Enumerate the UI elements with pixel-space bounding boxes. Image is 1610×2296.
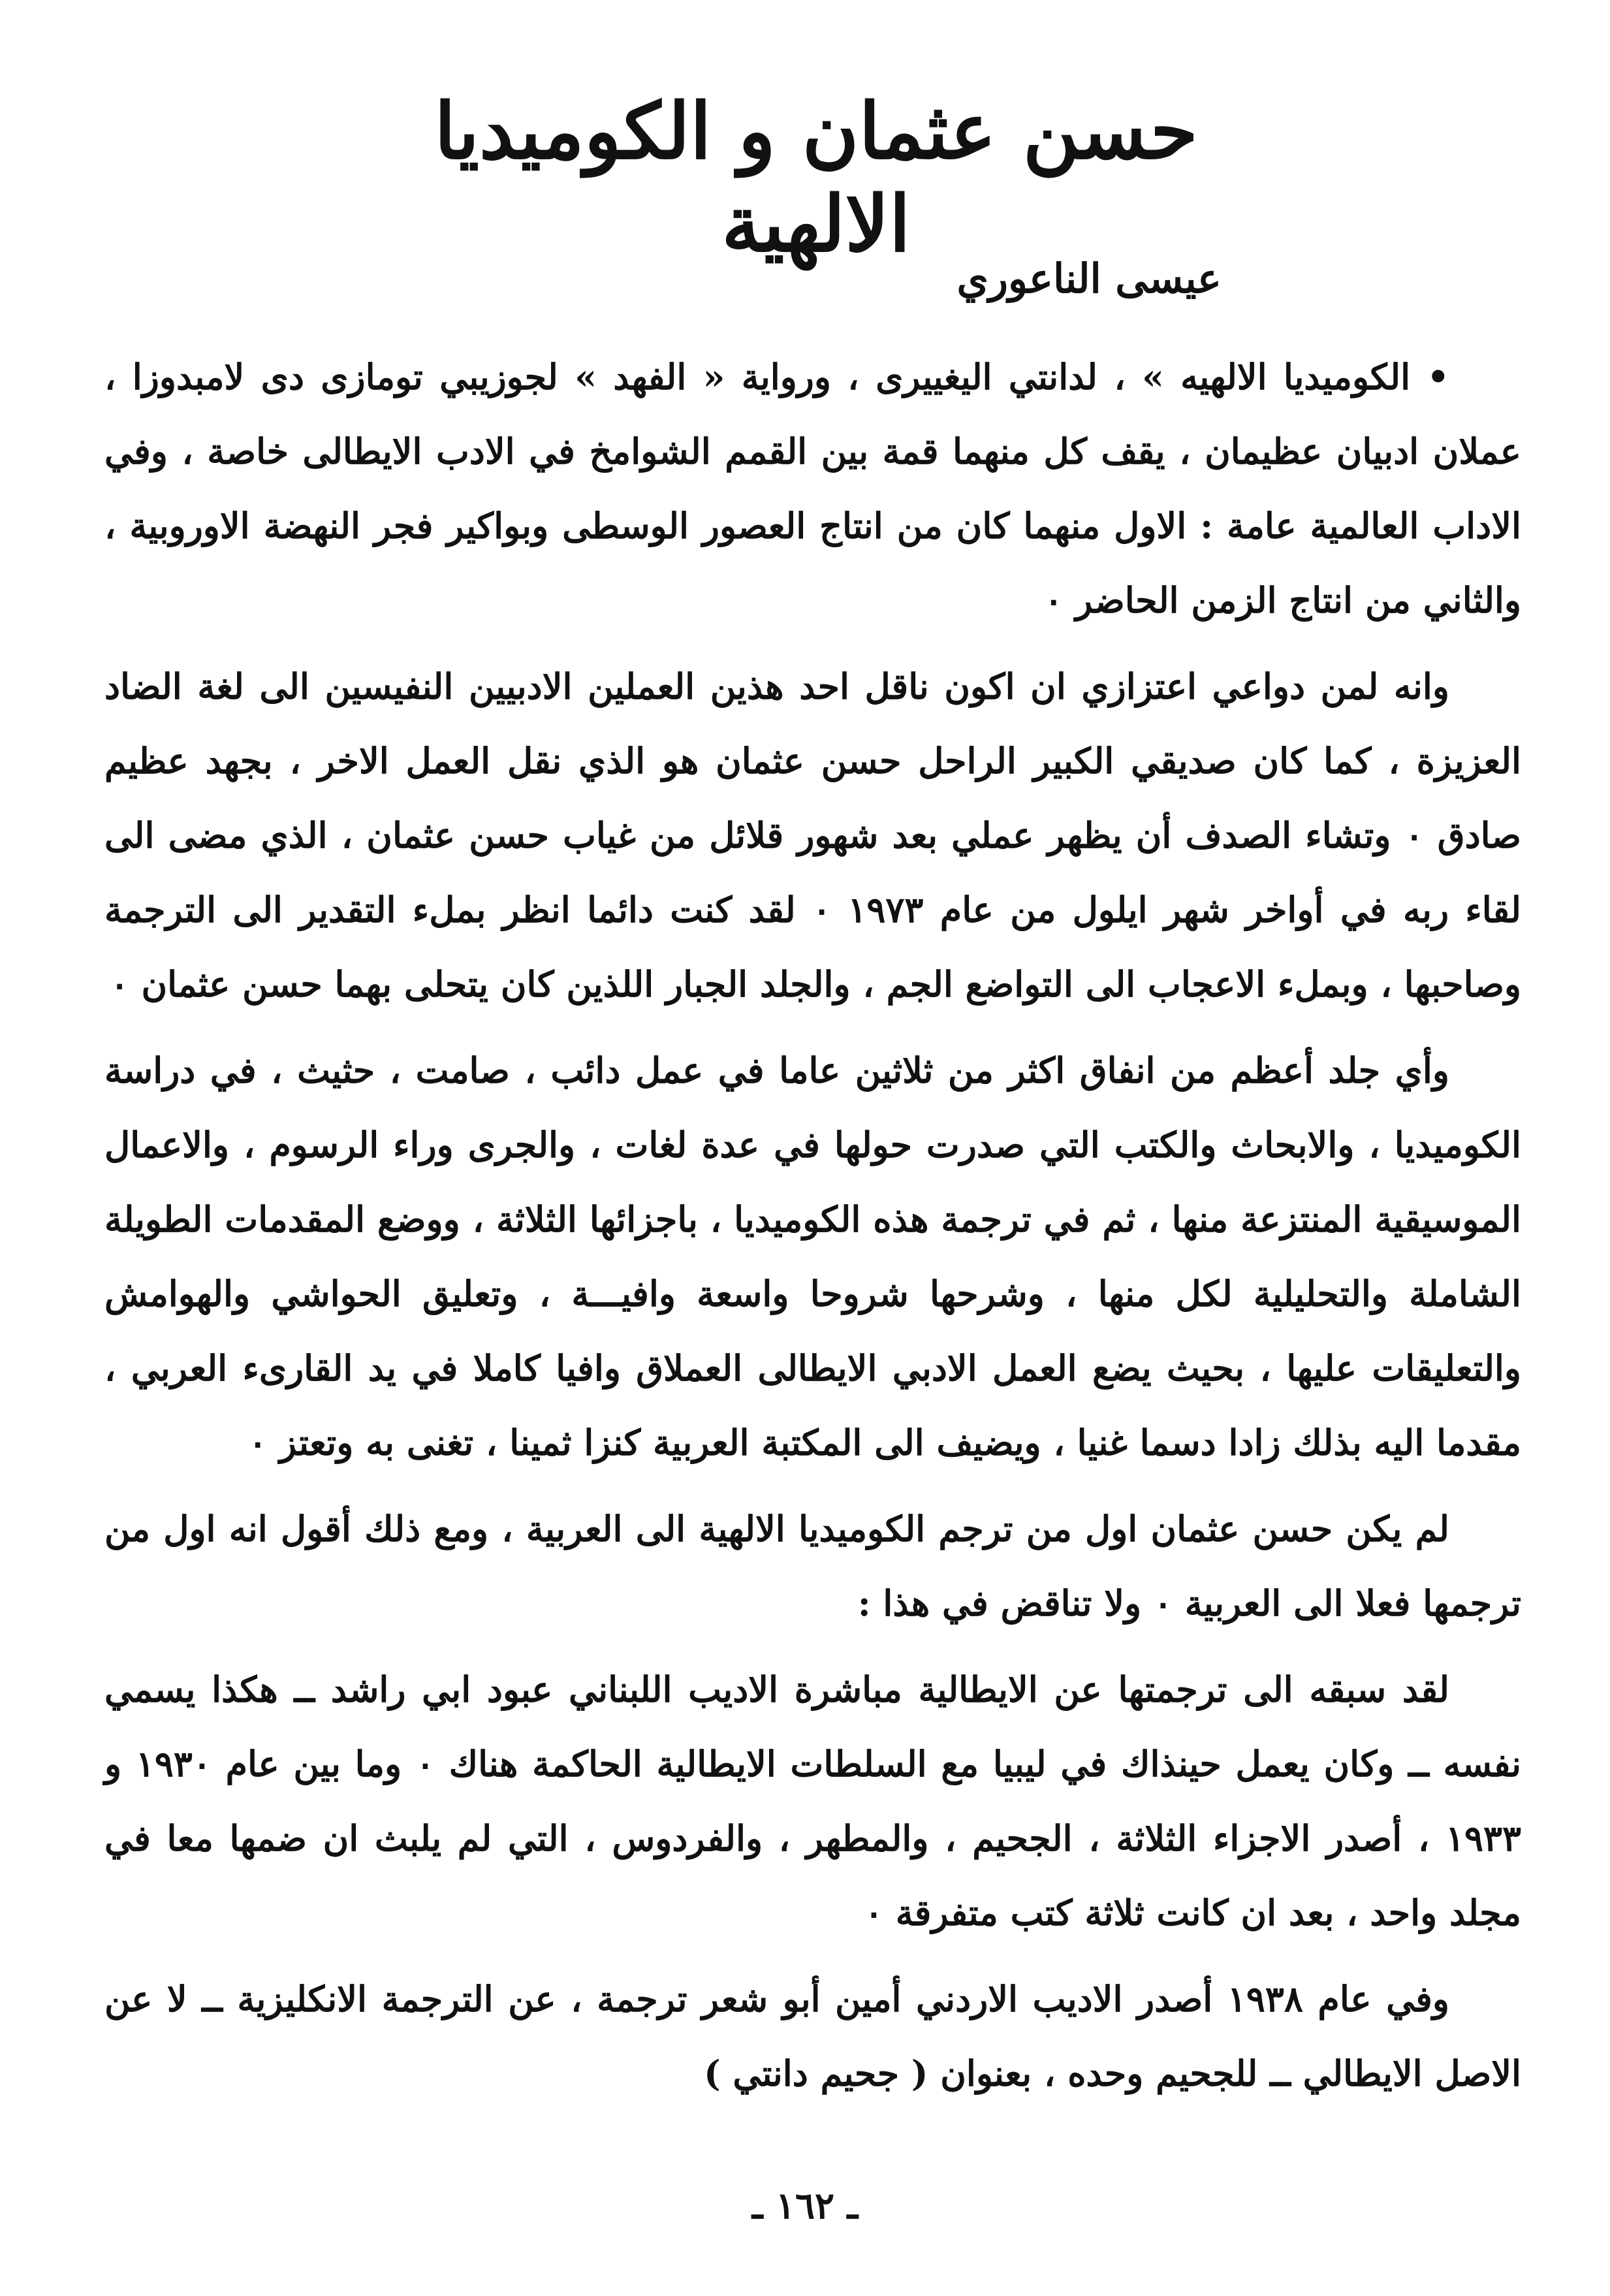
paragraph: لقد سبقه الى ترجمتها عن الايطالية مباشرة الاديب اللبناني عبود ابي راشد ــ هكذا يسمي نفسه ــ وكان يعمل حينذاك في ليبيا مع السلطات الايطالية الحاكمة هناك ٠ وما بين عام ١٩٣٠ و ١٩٣٣ ، أصدر الاجزاء الثلاثة ، الجحيم ، والمطهر ، والفردوس ، التي لم يلبث ان ضمها معا في مجلد واحد ، بعد ان كانت ثلاثة كتب متفرقة ٠: [104, 1668, 1521, 1934]
paragraph: • الكوميديا الالهيه » ، لدانتي اليغييرى ، ورواية « الفهد » لجوزيبي تومازى دى لامبدوزا ، عملان ادبيان عظيمان ، يقف كل منهما قمة بين القمم الشوامخ في الادب الايطالى خاصة ، وفي الاداب العالمية عامة : الاول منهما كان من انتاج العصور الوسطى وبواكير فجر النهضة الاوروبية ، والثاني من انتاج الزمن الحاضر ٠: [104, 356, 1521, 621]
article-body: [104, 340, 1521, 2122]
author-name: عيسى الناعوري: [956, 255, 1222, 302]
paragraph: لم يكن حسن عثمان اول من ترجم الكوميديا الالهية الى العربية ، ومع ذلك أقول انه اول من ترجمها فعلا الى العربية ٠ ولا تناقض في هذا :: [104, 1508, 1521, 1624]
paragraph: وفي عام ١٩٣٨ أصدر الاديب الاردني أمين أبو شعر ترجمة ، عن الترجمة الانكليزية ــ لا عن الاصل الايطالي ــ للجحيم وحده ، بعنوان ( جحيم دانتي ): [104, 1978, 1521, 2094]
paragraph: وانه لمن دواعي اعتزازي ان اكون ناقل احد هذين العملين الادبيين النفيسين الى لغة الضاد العزيزة ، كما كان صديقي الكبير الراحل حسن عثمان هو الذي نقل العمل الاخر ، بجهد عظيم صادق ٠ وتشاء الصدف أن يظهر عملي بعد شهور قلائل من غياب حسن عثمان ، الذي مضى الى لقاء ربه في أواخر شهر ايلول من عام ١٩٧٣ ٠ لقد كنت دائما انظر بملء التقدير الى الترجمة وصاحبها ، وبملء الاعجاب الى التواضع الجم ، والجلد الجبار اللذين كان يتحلى بهما حسن عثمان ٠: [104, 665, 1522, 1005]
article-title: حسن عثمان و الكوميديا الالهية: [434, 86, 1198, 269]
page-number: ـ ١٦٢ ـ: [751, 2184, 859, 2227]
paragraph: وأي جلد أعظم من انفاق اكثر من ثلاثين عاما في عمل دائب ، صامت ، حثيث ، في دراسة الكوميديا ، والابحاث والكتب التي صدرت حولها في عدة لغات ، والجرى وراء الرسوم ، والاعمال الموسيقية المنتزعة منها ، ثم في ترجمة هذه الكوميديا ، باجزائها الثلاثة ، ووضع المقدمات الطويلة الشاملة والتحليلية لكل منها ، وشرحها شروحا واسعة وافيـــة ، وتعليق الحواشي والهوامش والتعليقات عليها ، بحيث يضع العمل الادبي الايطالى العملاق وافيا كاملا في يد القارىء العربي ، مقدما اليه بذلك زادا دسما غنيا ، ويضيف الى المكتبة العربية كنزا ثمينا ، تغنى به وتعتز ٠: [104, 1049, 1521, 1463]
